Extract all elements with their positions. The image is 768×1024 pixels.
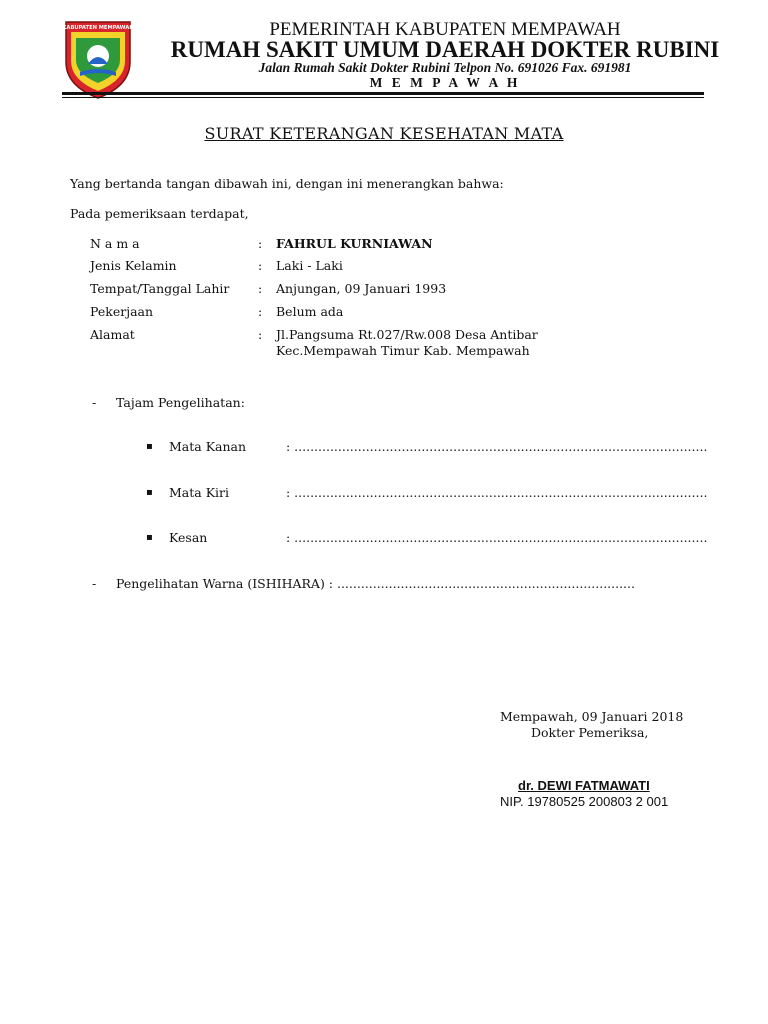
government-name: PEMERINTAH KABUPATEN MEMPAWAH (269, 19, 621, 40)
occupation-label: Pekerjaan (90, 304, 154, 319)
hospital-city: M E M P A W A H (369, 75, 521, 90)
document-title: SURAT KETERANGAN KESEHATAN MATA (204, 124, 564, 143)
letterhead-rule-thin (62, 97, 704, 98)
address-line2: Kec.Mempawah Timur Kab. Mempawah (276, 343, 530, 358)
impression-field: : ........................................................................................................ (286, 530, 708, 545)
impression-label: Kesan (169, 530, 208, 545)
hospital-address: Jalan Rumah Sakit Dokter Rubini Telpon No. 691026 Fax. 691981 (258, 60, 632, 75)
exam-intro-text: Pada pemeriksaan terdapat, (70, 206, 249, 221)
impression-bullet: ▪ (146, 532, 153, 543)
gender-value: Laki - Laki (276, 258, 343, 273)
right-eye-bullet: ▪ (146, 441, 153, 452)
color-vision-dash: - (92, 576, 97, 591)
visual-acuity-dash: - (92, 395, 97, 410)
hospital-name: RUMAH SAKIT UMUM DAERAH DOKTER RUBINI (170, 37, 720, 62)
name-value: FAHRUL KURNIAWAN (276, 236, 433, 251)
address-line1: Jl.Pangsuma Rt.027/Rw.008 Desa Antibar (276, 327, 538, 342)
left-eye-label: Mata Kiri (169, 485, 230, 500)
birth-label: Tempat/Tanggal Lahir (90, 281, 230, 296)
occupation-value: Belum ada (276, 304, 344, 319)
right-eye-field: : ........................................................................................................ (286, 439, 708, 454)
color-vision-field: Pengelihatan Warna (ISHIHARA) : ........................................................................... (116, 576, 635, 591)
birth-value: Anjungan, 09 Januari 1993 (276, 281, 447, 296)
gender-label: Jenis Kelamin (90, 258, 177, 273)
doctor-name: dr. DEWI FATMAWATI (518, 778, 650, 793)
document-title-wrap (0, 124, 768, 143)
occupation-colon: : (258, 304, 263, 319)
visual-acuity-label: Tajam Pengelihatan: (116, 395, 245, 410)
logo-text: KABUPATEN MEMPAWAH (62, 25, 134, 31)
regency-logo (62, 16, 134, 100)
signature-role: Dokter Pemeriksa, (531, 725, 649, 740)
address-label: Alamat (90, 327, 135, 342)
doctor-nip: NIP. 19780525 200803 2 001 (500, 794, 669, 809)
name-colon: : (258, 236, 263, 251)
address-colon: : (258, 327, 263, 342)
name-label: N a m a (90, 236, 140, 251)
signature-place-date: Mempawah, 09 Januari 2018 (500, 709, 684, 724)
left-eye-field: : ........................................................................................................ (286, 485, 708, 500)
letterhead-rule-thick (62, 92, 704, 95)
gender-colon: : (258, 258, 263, 273)
birth-colon: : (258, 281, 263, 296)
right-eye-label: Mata Kanan (169, 439, 247, 454)
left-eye-bullet: ▪ (146, 487, 153, 498)
intro-text: Yang bertanda tangan dibawah ini, dengan ini menerangkan bahwa: (70, 176, 504, 191)
